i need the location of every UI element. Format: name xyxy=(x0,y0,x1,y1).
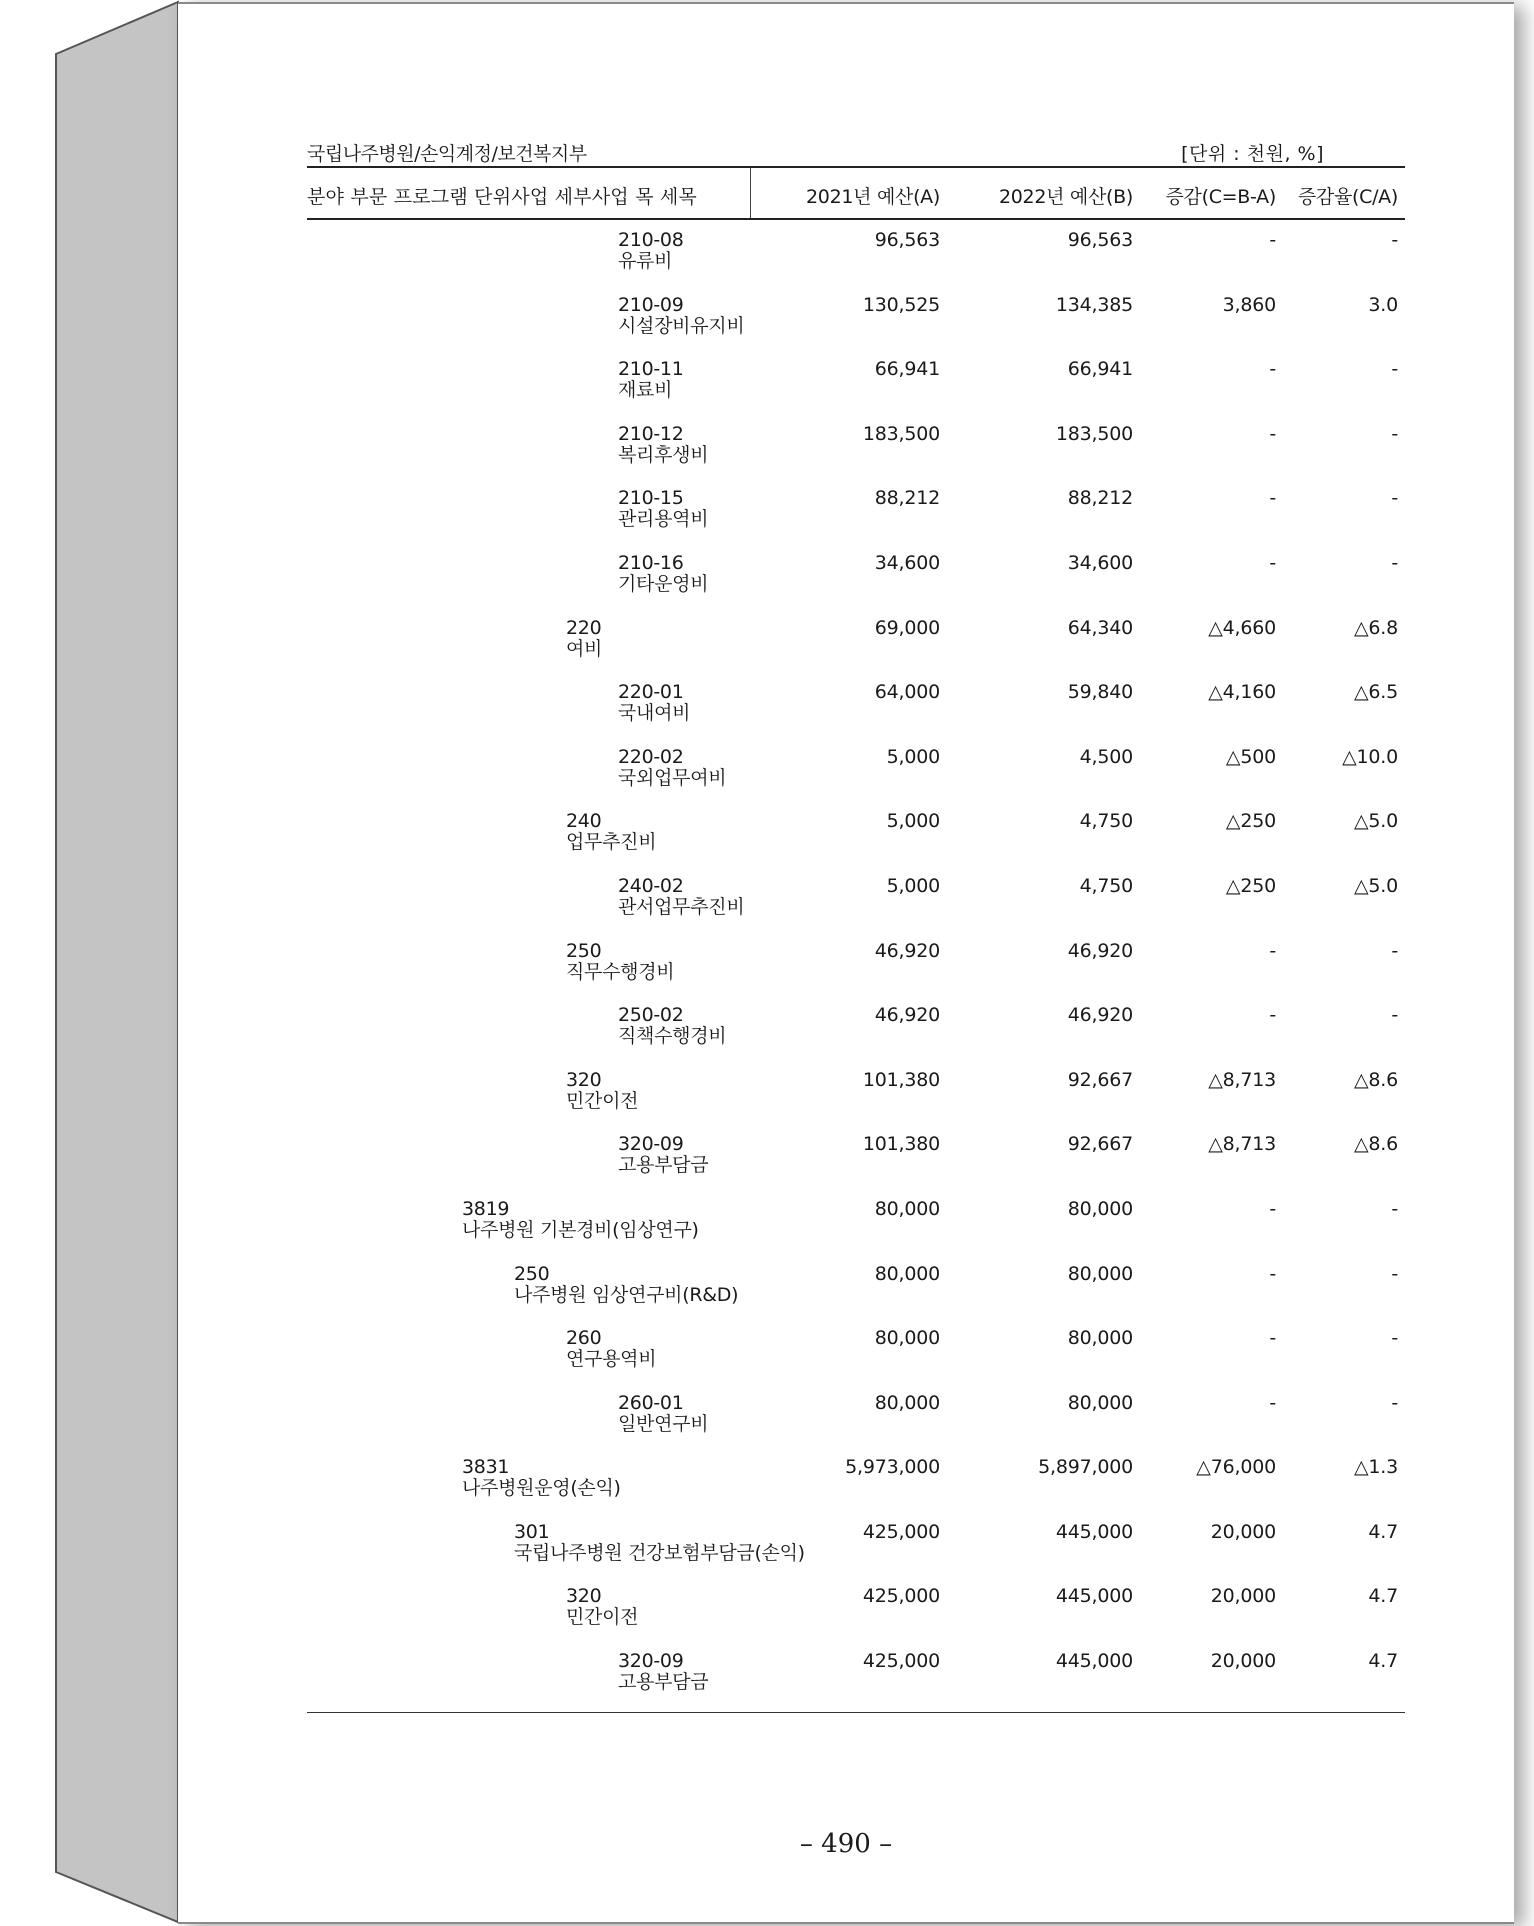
row-code: 260-01 xyxy=(618,1391,684,1414)
cell-diff: △76,000 xyxy=(1196,1456,1276,1479)
row-label xyxy=(618,682,690,724)
row-name: 시설장비유지비 xyxy=(618,314,745,337)
cell-2022: 80,000 xyxy=(1067,1391,1133,1414)
row-code: 250 xyxy=(514,1262,550,1285)
row-label xyxy=(566,811,656,853)
row-code: 320 xyxy=(566,1068,602,1091)
table-row xyxy=(307,488,1405,553)
table-row xyxy=(307,1264,1405,1329)
table-row xyxy=(307,618,1405,683)
book-spine-edge xyxy=(0,0,180,1926)
table-row xyxy=(307,1134,1405,1199)
row-name: 재료비 xyxy=(618,379,673,402)
row-label xyxy=(618,359,684,401)
cell-diff: - xyxy=(1269,1391,1276,1414)
row-label xyxy=(618,1005,726,1047)
cell-2022: 4,750 xyxy=(1079,874,1133,897)
row-label xyxy=(618,1651,708,1693)
cell-rate: - xyxy=(1391,1004,1398,1027)
cell-2021: 425,000 xyxy=(862,1650,940,1673)
cell-2021: 66,941 xyxy=(874,358,940,381)
row-name: 민간이전 xyxy=(566,1089,639,1112)
row-code: 320-09 xyxy=(618,1650,684,1673)
row-name: 고용부담금 xyxy=(618,1671,709,1694)
cell-diff: △8,713 xyxy=(1208,1133,1276,1156)
row-name: 민간이전 xyxy=(566,1606,639,1629)
cell-2022: 80,000 xyxy=(1067,1262,1133,1285)
row-name: 고용부담금 xyxy=(618,1154,709,1177)
row-code: 320-09 xyxy=(618,1133,684,1156)
cell-diff: - xyxy=(1269,358,1276,381)
cell-diff: 3,860 xyxy=(1222,293,1276,316)
cell-2022: 445,000 xyxy=(1055,1650,1133,1673)
cell-2022: 80,000 xyxy=(1067,1197,1133,1220)
cell-2021: 5,000 xyxy=(886,745,940,768)
cell-rate: △8.6 xyxy=(1353,1068,1398,1091)
row-name: 직무수행경비 xyxy=(566,960,675,983)
unit-label: [단위 : 천원, %] xyxy=(1181,143,1324,165)
row-code: 240 xyxy=(566,810,602,833)
cell-rate: - xyxy=(1391,1327,1398,1350)
table-row xyxy=(307,359,1405,424)
row-label xyxy=(618,1393,708,1435)
table-row xyxy=(307,1586,1405,1651)
cell-2021: 80,000 xyxy=(874,1327,940,1350)
cell-rate: 4.7 xyxy=(1368,1650,1398,1673)
row-label xyxy=(618,1134,708,1176)
cell-diff: △4,660 xyxy=(1208,616,1276,639)
header-hierarchy-columns: 분야 부문 프로그램 단위사업 세부사업 목 세목 xyxy=(307,186,697,208)
row-label xyxy=(566,1586,638,1628)
cell-diff: 20,000 xyxy=(1210,1520,1276,1543)
cell-2022: 4,500 xyxy=(1079,745,1133,768)
cell-2021: 46,920 xyxy=(874,939,940,962)
cell-2021: 46,920 xyxy=(874,1004,940,1027)
cell-rate: △8.6 xyxy=(1353,1133,1398,1156)
cell-diff: - xyxy=(1269,1004,1276,1027)
row-label xyxy=(566,1070,638,1112)
row-code: 301 xyxy=(514,1520,550,1543)
row-name: 여비 xyxy=(566,637,603,660)
cell-2021: 101,380 xyxy=(862,1133,940,1156)
row-code: 220-02 xyxy=(618,745,684,768)
row-code: 220-01 xyxy=(618,681,684,704)
row-label xyxy=(618,488,708,530)
header-difference: 증감(C=B-A) xyxy=(1165,186,1276,208)
table-row xyxy=(307,1328,1405,1393)
cell-diff: - xyxy=(1269,487,1276,510)
table-bottom-rule xyxy=(307,1712,1405,1713)
cell-2021: 64,000 xyxy=(874,681,940,704)
row-label xyxy=(618,424,708,466)
cell-diff: - xyxy=(1269,422,1276,445)
cell-rate: △1.3 xyxy=(1353,1456,1398,1479)
cell-diff: △8,713 xyxy=(1208,1068,1276,1091)
row-label xyxy=(618,553,708,595)
row-code: 250 xyxy=(566,939,602,962)
table-row xyxy=(307,553,1405,618)
cell-rate: - xyxy=(1391,551,1398,574)
row-label xyxy=(618,876,744,918)
table-row xyxy=(307,1005,1405,1070)
row-name: 나주병원운영(손익) xyxy=(462,1477,621,1500)
cell-diff: - xyxy=(1269,1197,1276,1220)
cell-2022: 4,750 xyxy=(1079,810,1133,833)
cell-rate: - xyxy=(1391,422,1398,445)
row-code: 210-09 xyxy=(618,293,684,316)
row-label xyxy=(618,295,744,337)
table-row xyxy=(307,747,1405,812)
cell-2021: 101,380 xyxy=(862,1068,940,1091)
budget-table-body xyxy=(307,230,1405,1716)
row-code: 260 xyxy=(566,1327,602,1350)
table-header-rule xyxy=(307,218,1405,220)
cell-rate: - xyxy=(1391,1391,1398,1414)
cell-2022: 59,840 xyxy=(1067,681,1133,704)
row-label xyxy=(514,1522,805,1564)
row-code: 210-12 xyxy=(618,422,684,445)
table-header xyxy=(307,168,1405,218)
row-name: 직책수행경비 xyxy=(618,1025,727,1048)
table-row xyxy=(307,1393,1405,1458)
row-name: 국내여비 xyxy=(618,702,691,725)
row-name: 관서업무추진비 xyxy=(618,895,745,918)
cell-diff: △4,160 xyxy=(1208,681,1276,704)
cell-2022: 134,385 xyxy=(1055,293,1133,316)
cell-diff: - xyxy=(1269,551,1276,574)
row-code: 210-16 xyxy=(618,551,684,574)
cell-2021: 80,000 xyxy=(874,1391,940,1414)
cell-rate: 4.7 xyxy=(1368,1585,1398,1608)
cell-diff: - xyxy=(1269,1262,1276,1285)
cell-rate: △10.0 xyxy=(1342,745,1398,768)
cell-2021: 5,000 xyxy=(886,874,940,897)
cell-2021: 130,525 xyxy=(862,293,940,316)
cell-2022: 96,563 xyxy=(1067,229,1133,251)
document-page xyxy=(178,2,1514,1924)
cell-2022: 5,897,000 xyxy=(1038,1456,1133,1479)
row-name: 복리후생비 xyxy=(618,443,709,466)
cell-rate: - xyxy=(1391,939,1398,962)
cell-diff: △250 xyxy=(1225,810,1276,833)
page-number: – 490 – xyxy=(799,1829,893,1859)
cell-rate: △6.8 xyxy=(1353,616,1398,639)
row-code: 250-02 xyxy=(618,1004,684,1027)
row-name: 기타운영비 xyxy=(618,572,709,595)
table-row xyxy=(307,1651,1405,1716)
cell-2021: 80,000 xyxy=(874,1262,940,1285)
row-label xyxy=(566,618,602,660)
cell-2022: 46,920 xyxy=(1067,939,1133,962)
row-code: 220 xyxy=(566,616,602,639)
cell-2021: 69,000 xyxy=(874,616,940,639)
row-name: 업무추진비 xyxy=(566,831,657,854)
cell-diff: △250 xyxy=(1225,874,1276,897)
row-label xyxy=(462,1199,699,1241)
row-name: 연구용역비 xyxy=(566,1348,657,1371)
row-code: 320 xyxy=(566,1585,602,1608)
row-label xyxy=(618,230,684,272)
cell-diff: - xyxy=(1269,939,1276,962)
row-name: 유류비 xyxy=(618,250,673,272)
cell-2021: 425,000 xyxy=(862,1520,940,1543)
row-name: 국외업무여비 xyxy=(618,766,727,789)
header-2022-budget: 2022년 예산(B) xyxy=(998,186,1133,208)
cell-2022: 80,000 xyxy=(1067,1327,1133,1350)
row-code: 210-15 xyxy=(618,487,684,510)
cell-rate: - xyxy=(1391,358,1398,381)
cell-2021: 183,500 xyxy=(862,422,940,445)
cell-2022: 64,340 xyxy=(1067,616,1133,639)
cell-2022: 445,000 xyxy=(1055,1520,1133,1543)
cell-2021: 88,212 xyxy=(874,487,940,510)
cell-2022: 66,941 xyxy=(1067,358,1133,381)
row-name: 나주병원 기본경비(임상연구) xyxy=(462,1218,699,1241)
document-title: 국립나주병원/손익계정/보건복지부 xyxy=(307,143,587,165)
cell-rate: - xyxy=(1391,487,1398,510)
table-row xyxy=(307,811,1405,876)
cell-2022: 183,500 xyxy=(1055,422,1133,445)
cell-diff: 20,000 xyxy=(1210,1650,1276,1673)
cell-2022: 46,920 xyxy=(1067,1004,1133,1027)
table-row xyxy=(307,1199,1405,1264)
cell-diff: △500 xyxy=(1225,745,1276,768)
cell-rate: △5.0 xyxy=(1353,810,1398,833)
row-code: 210-11 xyxy=(618,358,684,381)
table-row xyxy=(307,230,1405,295)
cell-2021: 5,973,000 xyxy=(845,1456,940,1479)
cell-diff: - xyxy=(1269,229,1276,251)
cell-rate: △6.5 xyxy=(1353,681,1398,704)
row-name: 국립나주병원 건강보험부담금(손익) xyxy=(514,1541,805,1564)
header-2021-budget: 2021년 예산(A) xyxy=(806,186,940,208)
cell-diff: 20,000 xyxy=(1210,1585,1276,1608)
row-label xyxy=(618,747,726,789)
row-label xyxy=(462,1457,621,1499)
cell-2021: 80,000 xyxy=(874,1197,940,1220)
table-row xyxy=(307,295,1405,360)
header-divider xyxy=(750,168,751,218)
cell-rate: △5.0 xyxy=(1353,874,1398,897)
cell-rate: - xyxy=(1391,229,1398,251)
table-row xyxy=(307,1457,1405,1522)
cell-rate: - xyxy=(1391,1262,1398,1285)
row-code: 240-02 xyxy=(618,874,684,897)
row-code: 210-08 xyxy=(618,229,684,251)
table-row xyxy=(307,876,1405,941)
cell-rate: - xyxy=(1391,1197,1398,1220)
row-code: 3819 xyxy=(462,1197,510,1220)
cell-diff: - xyxy=(1269,1327,1276,1350)
row-label xyxy=(566,941,674,983)
cell-2022: 92,667 xyxy=(1067,1068,1133,1091)
row-name: 나주병원 임상연구비(R&D) xyxy=(514,1283,739,1306)
cell-2021: 96,563 xyxy=(874,229,940,251)
row-label xyxy=(566,1328,656,1370)
cell-2022: 445,000 xyxy=(1055,1585,1133,1608)
cell-2021: 5,000 xyxy=(886,810,940,833)
cell-2022: 34,600 xyxy=(1067,551,1133,574)
cell-2021: 425,000 xyxy=(862,1585,940,1608)
row-label xyxy=(514,1264,738,1306)
header-change-rate: 증감율(C/A) xyxy=(1297,186,1398,208)
cell-2022: 88,212 xyxy=(1067,487,1133,510)
row-code: 3831 xyxy=(462,1456,510,1479)
table-row xyxy=(307,424,1405,489)
table-row xyxy=(307,941,1405,1006)
cell-2021: 34,600 xyxy=(874,551,940,574)
cell-2022: 92,667 xyxy=(1067,1133,1133,1156)
table-row xyxy=(307,682,1405,747)
cell-rate: 3.0 xyxy=(1368,293,1398,316)
table-row xyxy=(307,1522,1405,1587)
table-row xyxy=(307,1070,1405,1135)
row-name: 일반연구비 xyxy=(618,1412,709,1435)
cell-rate: 4.7 xyxy=(1368,1520,1398,1543)
row-name: 관리용역비 xyxy=(618,508,709,531)
